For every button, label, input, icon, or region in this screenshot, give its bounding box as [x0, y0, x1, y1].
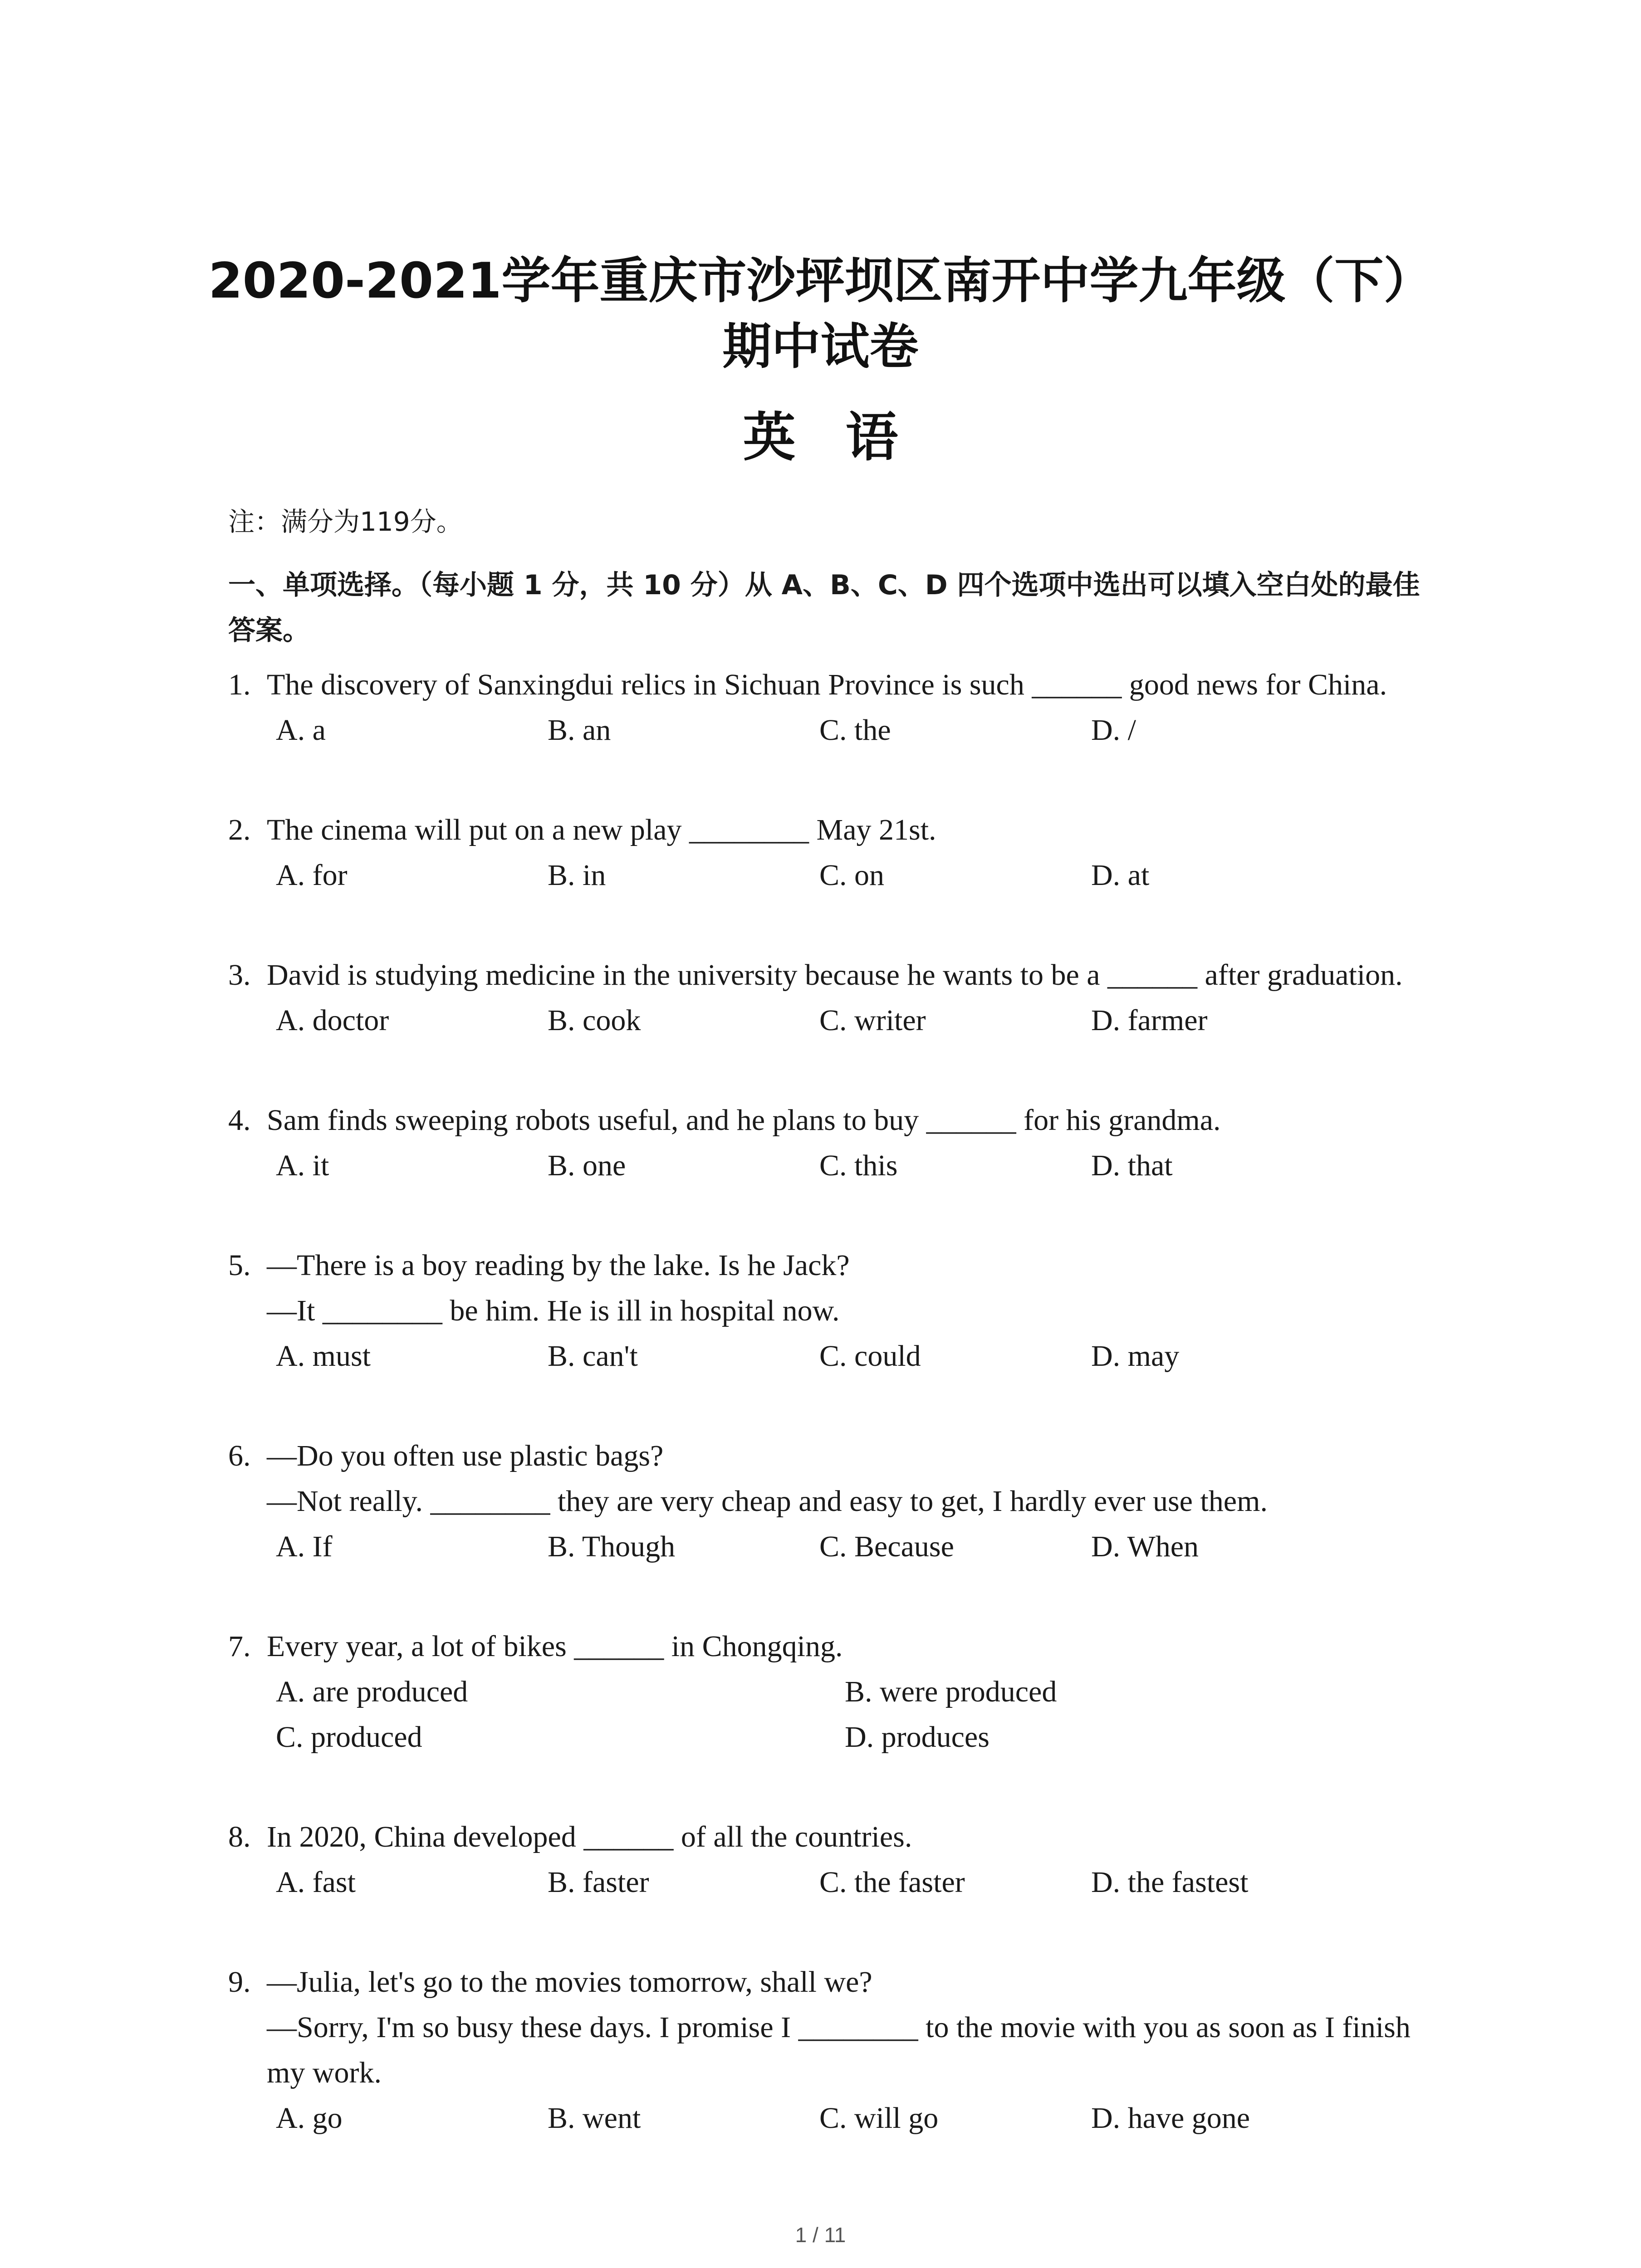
option-b: B. an: [548, 714, 611, 747]
option-b: B. cook: [548, 1004, 641, 1037]
question-text: —There is a boy reading by the lake. Is he Jack?: [267, 1249, 850, 1282]
question-text: Sam finds sweeping robots useful, and he plans to buy ______ for his grandma.: [267, 1104, 1221, 1137]
option-b: B. can't: [548, 1339, 638, 1373]
question-number: 2.: [228, 813, 251, 846]
option-b: B. were produced: [845, 1675, 1057, 1708]
option-c: C. Because: [819, 1530, 954, 1563]
question-text: The discovery of Sanxingdui relics in Sichuan Province is such ______ good news for China.: [267, 668, 1387, 701]
subject-title: 英语: [743, 407, 948, 468]
option-c: C. the faster: [819, 1866, 965, 1899]
option-b: B. faster: [548, 1866, 649, 1899]
option-a: A. doctor: [276, 1004, 389, 1037]
question-text: —Sorry, I'm so busy these days. I promise I ________ to the movie with you as soon as I finish: [267, 2011, 1411, 2044]
option-a: A. fast: [276, 1866, 356, 1899]
option-a: A. must: [276, 1339, 371, 1373]
question-number: 1.: [228, 668, 251, 701]
question-text: David is studying medicine in the university because he wants to be a ______ after graduation.: [267, 958, 1403, 992]
exam-title-line1: 2020-2021学年重庆市沙坪坝区南开中学九年级（下）: [208, 253, 1433, 309]
option-a: A. go: [276, 2102, 343, 2135]
option-b: B. Though: [548, 1530, 676, 1563]
option-d: D. the fastest: [1091, 1866, 1249, 1899]
question-number: 3.: [228, 958, 251, 992]
page-indicator: 1 / 11: [795, 2223, 846, 2247]
option-d: D. have gone: [1091, 2102, 1250, 2135]
option-d: D. at: [1091, 859, 1150, 892]
option-c: C. writer: [819, 1004, 926, 1037]
option-d: D. that: [1091, 1149, 1173, 1182]
option-d: D. produces: [845, 1721, 989, 1754]
question-number: 5.: [228, 1249, 251, 1282]
option-c: C. on: [819, 859, 885, 892]
question-number: 6.: [228, 1439, 251, 1472]
option-d: D. farmer: [1091, 1004, 1208, 1037]
option-d: D. /: [1091, 714, 1136, 747]
option-d: D. When: [1091, 1530, 1199, 1563]
option-c: C. will go: [819, 2102, 939, 2135]
option-b: B. one: [548, 1149, 626, 1182]
option-b: B. in: [548, 859, 606, 892]
option-b: B. went: [548, 2102, 641, 2135]
question-text: —It ________ be him. He is ill in hospital now.: [267, 1294, 840, 1327]
option-a: A. a: [276, 714, 326, 747]
question-text: In 2020, China developed ______ of all the countries.: [267, 1820, 912, 1853]
option-c: C. produced: [276, 1721, 422, 1754]
option-c: C. this: [819, 1149, 898, 1182]
exam-title-line2: 期中试卷: [722, 318, 919, 375]
question-text: The cinema will put on a new play ________ May 21st.: [267, 813, 936, 846]
option-a: A. for: [276, 859, 348, 892]
option-c: C. could: [819, 1339, 921, 1373]
score-note: 注：满分为119分。: [228, 506, 463, 537]
question-text: my work.: [267, 2056, 382, 2089]
question-text: —Julia, let's go to the movies tomorrow, shall we?: [267, 1965, 872, 1999]
question-number: 8.: [228, 1820, 251, 1853]
option-c: C. the: [819, 714, 891, 747]
question-number: 9.: [228, 1965, 251, 1999]
section-instruction: 一、单项选择。（每小题 1 分，共 10 分）从 A、B、C、D 四个选项中选出可以填入空白处的最佳答案。: [228, 569, 1420, 646]
question-number: 4.: [228, 1104, 251, 1137]
option-d: D. may: [1091, 1339, 1180, 1373]
option-a: A. If: [276, 1530, 333, 1563]
question-text: —Not really. ________ they are very cheap and easy to get, I hardly ever use them.: [267, 1485, 1268, 1518]
question-text: Every year, a lot of bikes ______ in Chongqing.: [267, 1630, 843, 1663]
option-a: A. it: [276, 1149, 329, 1182]
question-text: —Do you often use plastic bags?: [267, 1439, 664, 1472]
option-a: A. are produced: [276, 1675, 468, 1708]
question-number: 7.: [228, 1630, 251, 1663]
